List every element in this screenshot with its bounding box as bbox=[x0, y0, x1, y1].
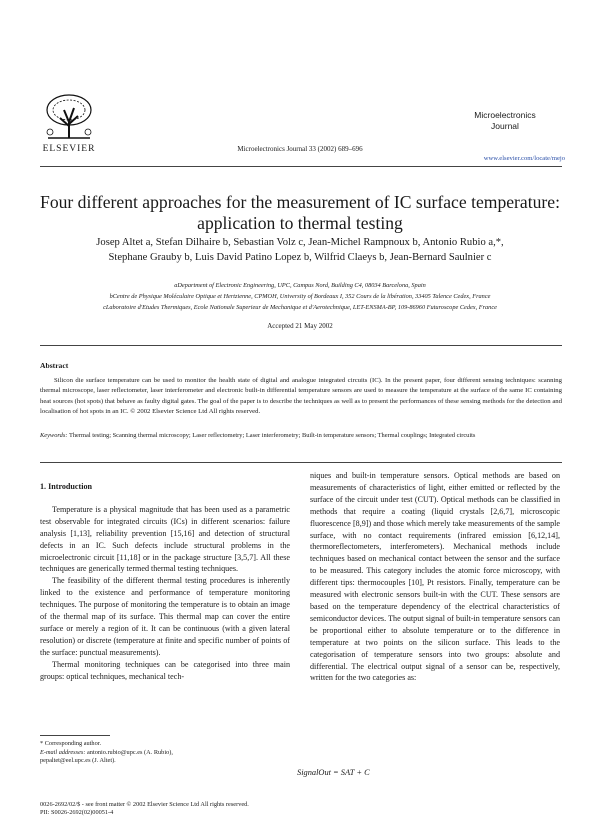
journal-brand-line2: Journal bbox=[491, 121, 519, 131]
journal-reference: Microelectronics Journal 33 (2002) 689–696 bbox=[237, 145, 363, 153]
journal-brand-line1: Microelectronics bbox=[474, 110, 536, 120]
abstract-top-divider bbox=[40, 345, 562, 346]
elsevier-tree-icon bbox=[38, 92, 100, 142]
left-column bbox=[40, 481, 290, 683]
keywords bbox=[40, 431, 562, 441]
article-title: Four different approaches for the measurement of IC surface temperature: application to thermal testing bbox=[40, 192, 560, 233]
authors-line-2: Stephane Grauby b, Luis David Patino Lopez b, Wilfrid Claeys b, Jean-Bernard Saulnier c bbox=[108, 251, 492, 263]
email-address-1[interactable]: antonio.rubio@upc.es (A. Rubio), bbox=[87, 748, 173, 756]
authors-line-1: Josep Altet a, Stefan Dilhaire b, Sebastian Volz c, Jean-Michel Rampnoux b, Antonio Rubio a,*, bbox=[96, 237, 504, 248]
keywords-text: Thermal testing; Scanning thermal microscopy; Laser reflectometry; Laser interferometry; Built-in temperature sensors; Thermal couplings; Integrated circuits bbox=[68, 432, 476, 439]
affiliation-a: aDepartment of Electronic Engineering, UPC, Campus Nord, Building C4, 08034 Barcelona, Spain bbox=[174, 282, 426, 289]
abstract-bottom-divider bbox=[40, 462, 562, 463]
pii-identifier: PII: S0026-2692(02)00051-4 bbox=[40, 809, 114, 817]
header-divider bbox=[40, 166, 562, 167]
accepted-date: Accepted 21 May 2002 bbox=[267, 322, 333, 330]
page-footer bbox=[40, 801, 249, 817]
affiliation-b: bCentre de Physique Moléculaire Optique et Hertzienne, CPMOH, University of Bordeaux I, 352 Cours de la libération, 33405 Talence Cedex, France bbox=[109, 293, 491, 300]
intro-paragraph-4: niques and built-in temperature sensors. Optical methods are based on measurements of characteristics of light, either emitted or reflected by the surface of the circuit under test (CUT). Optical methods can be classified in methods that require a coating (liquid crystals [2,6,7], microscopic fluorescence [8,9]) and those which merely take measurements of the sample surface, with no contact requirements (infrared emission [6,12,14], thermoreflectometers, interferometers). Mechanical methods include techniques based on mechanical contact between the sensor and the surface to be measured. This category includes the atomic force microscopy, with different tips: thermocouples [10], Pt resistors. Finally, temperature can be measured with electronic sensors built-in with the CUT. These sensors are based on the temperature dependency of the electrical characteristics of semiconductor devices. The output signal of built-in temperature sensors can be proportional either to absolute temperature or to the difference in temperature at two points on the silicon surface. This leads to the categorisation of temperature sensors into two groups: absolute and differential. The electrical output signal of a sensor can be, respectively, written for the two categories as: bbox=[310, 471, 560, 683]
abstract-text: Silicon die surface temperature can be used to monitor the health state of digital and analogue integrated circuits (IC). In the present paper, four different sensing techniques: scanning thermal microscope, laser reflectometer, laser interferometer and electronic built-in differential temperature sensors are used to measure the temperature at the surface of the same IC containing heat sources (hot spots) that behave as faulty digital gates. The goal of the paper is to describe the techniques as well as to present the performances of these sensing methods for the detection and localisation of hot spots in an IC. © 2002 Elsevier Science Ltd All rights reserved. bbox=[40, 377, 562, 416]
intro-paragraph-2: The feasibility of the different thermal testing procedures is inherently linked to the existence and performance of temperature monitoring techniques. The purpose of monitoring the temperature is to obtain an image of the thermal map of its surface. This thermal map can cover the entire surface or merely a region of it. It can be continuous (with a given lateral resolution) or discrete (temperature at finite and specific number of points of the surface: punctual measurements). bbox=[40, 576, 290, 657]
journal-brand bbox=[450, 110, 560, 132]
corresponding-author-note bbox=[40, 740, 290, 749]
corresponding-author-label: Corresponding author. bbox=[44, 740, 102, 747]
footnote-divider bbox=[40, 735, 110, 736]
publisher-name: ELSEVIER bbox=[42, 144, 96, 154]
signal-formula: SignalOut = SAT + C bbox=[297, 768, 370, 777]
email-address-2[interactable]: pepaltet@eel.upc.es (J. Altet). bbox=[40, 757, 116, 765]
intro-paragraph-3: Thermal monitoring techniques can be categorised into three main groups: optical techniques, mechanical tech- bbox=[40, 659, 290, 681]
footnote bbox=[40, 740, 290, 766]
affiliation-c: cLaboratoire d'Etudes Thermiques, Ecole Nationale Superieur de Mechanique et d'Aerotechnique, LET-ENSMA-BP, 109-86960 Futuroscope Cedex, France bbox=[103, 304, 497, 311]
section-heading: 1. Introduction bbox=[40, 482, 93, 491]
journal-url-link[interactable]: www.elsevier.com/locate/mejo bbox=[483, 155, 565, 162]
issn-copyright: 0026-2692/02/$ - see front matter © 2002 Elsevier Science Ltd All rights reserved. bbox=[40, 801, 249, 808]
email-label: E-mail addresses: bbox=[40, 748, 86, 756]
keywords-label: Keywords: bbox=[40, 432, 68, 439]
email-addresses bbox=[40, 749, 290, 758]
author-list bbox=[30, 236, 570, 265]
intro-paragraph-1: Temperature is a physical magnitude that has been used as a parametric test observable for integrated circuits (ICs) in different scenarios: failure analysis [1,13], reliability prevention [15,16] and detection of structural defects in an IC. Such defects include structural problems in the microelectronic circuit [11,18] or in the package structure [3,5,7]. All these techniques are generically termed thermal testing techniques. bbox=[40, 504, 290, 574]
right-column bbox=[310, 470, 560, 684]
abstract-heading: Abstract bbox=[40, 361, 69, 370]
footnote-mark: * bbox=[40, 740, 44, 747]
